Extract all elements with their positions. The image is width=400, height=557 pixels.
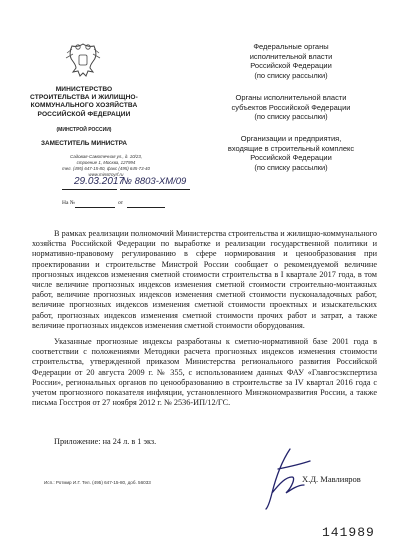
attachment-note: Приложение: на 24 л. в 1 экз. — [54, 437, 157, 446]
addressee-line: субъектов Российской Федерации — [231, 102, 351, 112]
addressee-line: (по списку рассылки) — [254, 112, 328, 121]
ministry-short-name: (МИНСТРОЙ РОССИИ) — [56, 127, 112, 133]
reference-date-label: от — [118, 200, 124, 206]
addressee-line: Российской Федерации — [250, 61, 332, 70]
ministry-contacts — [40, 154, 172, 178]
ministry-line-4: РОССИЙСКОЙ ФЕДЕРАЦИИ — [37, 110, 131, 118]
position-title: ЗАМЕСТИТЕЛЬ МИНИСТРА — [41, 140, 127, 147]
paragraph-2-text: Указанные прогнозные индексы разработаны к сметно-нормативной базе 2001 года в соответствии с положениями Методики расчета прогнозных индексов изменения стоимости строительства, утвержденной приказом Министерства регионального развития Российской Федерации от 20 августа 2009 г. № 355, с использованием данных ФАУ «Главгосэкспертиза России», региональных органов по ценообразованию в строительстве за IV квартал 2016 года с учетом прогнозного показателя инфляции, установленного Минэкономразвития России, а также письма Госстроя от 27 ноября 2012 г. № 2536-ИП/12/ГС. — [32, 337, 377, 408]
addressee-line: Федеральные органы — [253, 42, 329, 51]
ministry-line-2: СТРОИТЕЛЬСТВА И ЖИЛИЩНО- — [30, 94, 138, 102]
number-underline — [120, 189, 190, 190]
date-underline — [62, 189, 117, 190]
registration-number: № 8803-ХМ/09 — [121, 176, 187, 187]
addressee-regional-bodies — [205, 93, 377, 122]
addressee-line: Российской Федерации — [250, 153, 332, 162]
addressee-line: Организации и предприятия, — [240, 134, 342, 143]
coat-of-arms-emblem — [64, 40, 102, 82]
reference-number-line — [75, 207, 115, 208]
signer-name: Х.Д. Мавлияров — [302, 474, 361, 484]
addressee-line: (по списку рассылки) — [254, 70, 328, 80]
addressee-line: входящие в строительный комплекс — [227, 143, 355, 153]
addressee-line: Органы исполнительной власти — [235, 93, 347, 102]
ministry-name — [18, 86, 150, 119]
document-code: 141989 — [322, 525, 375, 540]
contacts-address-line-1: Садовая-Самотечная ул., д. 10/23, — [70, 154, 142, 159]
body-paragraph-2 — [32, 337, 377, 408]
addressee-organizations — [205, 134, 377, 172]
contacts-phone-line: тел. (495) 647-15-80, факс (495) 645-73-40 — [62, 166, 150, 171]
contacts-website: www.minstroyrf.ru — [88, 172, 124, 177]
executor-contact: Исп.: Ротмир И.Г. Тел. (495) 647-15-80, доб. 56033 — [44, 480, 151, 485]
addressee-line: исполнительной власти — [249, 51, 333, 61]
body-paragraph-1 — [32, 229, 377, 331]
reference-date-line — [127, 207, 165, 208]
reference-number-label: На № — [62, 200, 76, 206]
paragraph-1-text: В рамках реализации полномочий Министерства строительства и жилищно-коммунального хозяйства Российской Федерации по выработке и реализации государственной политики и нормативно-правовому регулированию в сфере нормирования и ценообразования при проектировании и строительстве Минстрой России сообщает о рекомендуемой величине прогнозных индексов изменения сметной стоимости строительства в I квартале 2017 года, в том числе величине прогнозных индексов изменения сметной стоимости строительно-монтажных работ, величине прогнозных индексов изменения сметной стоимости пусконаладочных работ, величине прогнозных индексов изменения сметной стоимости проектных и изыскательских работ, прогнозных индексов изменения сметной стоимости прочих работ и затрат, а также величине прогнозных индексов изменения сметной стоимости оборудования. — [32, 229, 377, 330]
contacts-address-line-2: строение 1, Москва, 127994 — [76, 160, 136, 165]
addressee-line: (по списку рассылки) — [254, 162, 328, 172]
registration-date: 29.03.2017 — [73, 176, 125, 187]
ministry-line-1: МИНИСТЕРСТВО — [55, 86, 113, 93]
ministry-line-3: КОММУНАЛЬНОГО ХОЗЯЙСТВА — [30, 102, 138, 110]
addressee-federal-bodies — [205, 42, 377, 80]
